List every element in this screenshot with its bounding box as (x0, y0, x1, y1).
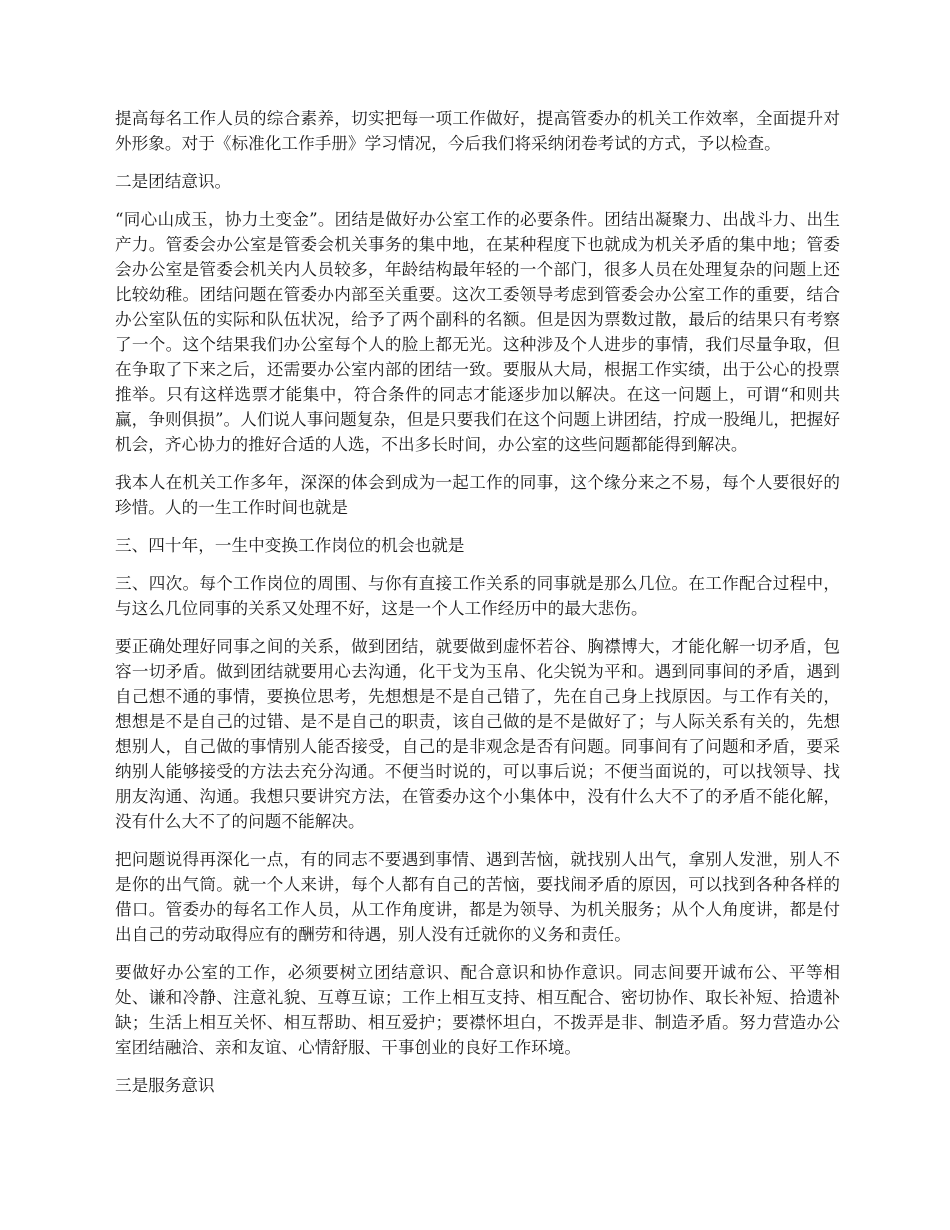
paragraph-unity-importance: “同心山成玉，协力土变金”。团结是做好办公室工作的必要条件。团结出凝聚力、出战斗力、出生产力。管委会办公室是管委会机关事务的集中地，在某种程度下也就成为机关矛盾的集中地；管委会办公室是管委会机关内人员较多，年龄结构最年轻的一个部门，很多人员在处理复杂的问题上还比较幼稚。团结问题在管委办内部至关重要。这次工委领导考虑到管委会办公室工作的重要，结合办公室队伍的实际和队伍状况，给予了两个副科的名额。但是因为票数过散，最后的结果只有考察了一个。这个结果我们办公室每个人的脸上都无光。这种涉及个人进步的事情，我们尽量争取，但在争取了下来之后，还需要办公室内部的团结一致。要服从大局，根据工作实绩，出于公心的投票推举。只有这样选票才能集中，符合条件的同志才能逐步加以解决。在这一问题上，可谓“和则共赢，争则俱损”。人们说人事问题复杂，但是只要我们在这个问题上讲团结，拧成一股绳儿，把握好机会，齐心协力的推好合适的人选，不出多长时间，办公室的这些问题都能得到解决。 (115, 210, 840, 454)
section-heading-unity: 二是团结意识。 (115, 172, 232, 191)
paragraph-career-span: 三、四十年，一生中变换工作岗位的机会也就是 (115, 536, 465, 555)
document-page (115, 106, 840, 1111)
section-heading-service: 三是服务意识 (115, 1076, 215, 1095)
paragraph-handling-relations: 要正确处理好同事之间的关系，做到团结，就要做到虚怀若谷、胸襟博大，才能化解一切矛盾，包容一切矛盾。做到团结就要用心去沟通，化干戈为玉帛、化尖锐为平和。遇到同事间的矛盾，遇到自己想不通的事情，要换位思考，先想想是不是自己错了，先在自己身上找原因。与工作有关的，想想是不是自己的过错、是不是自己的职责，该自己做的是不是做好了；与人际关系有关的，先想想别人，自己做的事情别人能否接受，自己的是非观念是否有问题。同事间有了问题和矛盾，要采纳别人能够接受的方法去充分沟通。不便当时说的，可以事后说；不便当面说的，可以找领导、找朋友沟通、沟通。我想只要讲究方法，在管委办这个小集体中，没有什么大不了的矛盾不能化解，没有什么大不了的问题不能解决。 (115, 637, 840, 831)
paragraph-cooperation: 要做好办公室的工作，必须要树立团结意识、配合意识和协作意识。同志间要开诚布公、平等相处、谦和冷静、注意礼貌、互尊互谅；工作上相互支持、相互配合、密切协作、取长补短、拾遗补缺；生活上相互关怀、相互帮助、相互爱护；要襟怀坦白，不拨弄是非、制造矛盾。努力营造办公室团结融洽、亲和友谊、心情舒服、干事创业的良好工作环境。 (115, 963, 840, 1057)
paragraph-deeper-issue: 把问题说得再深化一点，有的同志不要遇到事情、遇到苦恼，就找别人出气，拿别人发泄，别人不是你的出气筒。就一个人来讲，每个人都有自己的苦恼，要找闹矛盾的原因，可以找到各种各样的借口。管委办的每名工作人员，从工作角度讲，都是为领导、为机关服务；从个人角度讲，都是付出自己的劳动取得应有的酬劳和待遇，别人没有迁就你的义务和责任。 (115, 850, 840, 944)
paragraph-study-manual: 提高每名工作人员的综合素养，切实把每一项工作做好，提高管委办的机关工作效率，全面提升对外形象。对于《标准化工作手册》学习情况，今后我们将采纳闭卷考试的方式，予以检查。 (115, 109, 840, 153)
paragraph-colleague-cherish: 我本人在机关工作多年，深深的体会到成为一起工作的同事，这个缘分来之不易，每个人要很好的珍惜。人的一生工作时间也就是 (115, 473, 840, 517)
paragraph-job-changes: 三、四次。每个工作岗位的周围、与你有直接工作关系的同事就是那么几位。在工作配合过程中，与这么几位同事的关系又处理不好，这是一个人工作经历中的最大悲伤。 (115, 574, 840, 618)
